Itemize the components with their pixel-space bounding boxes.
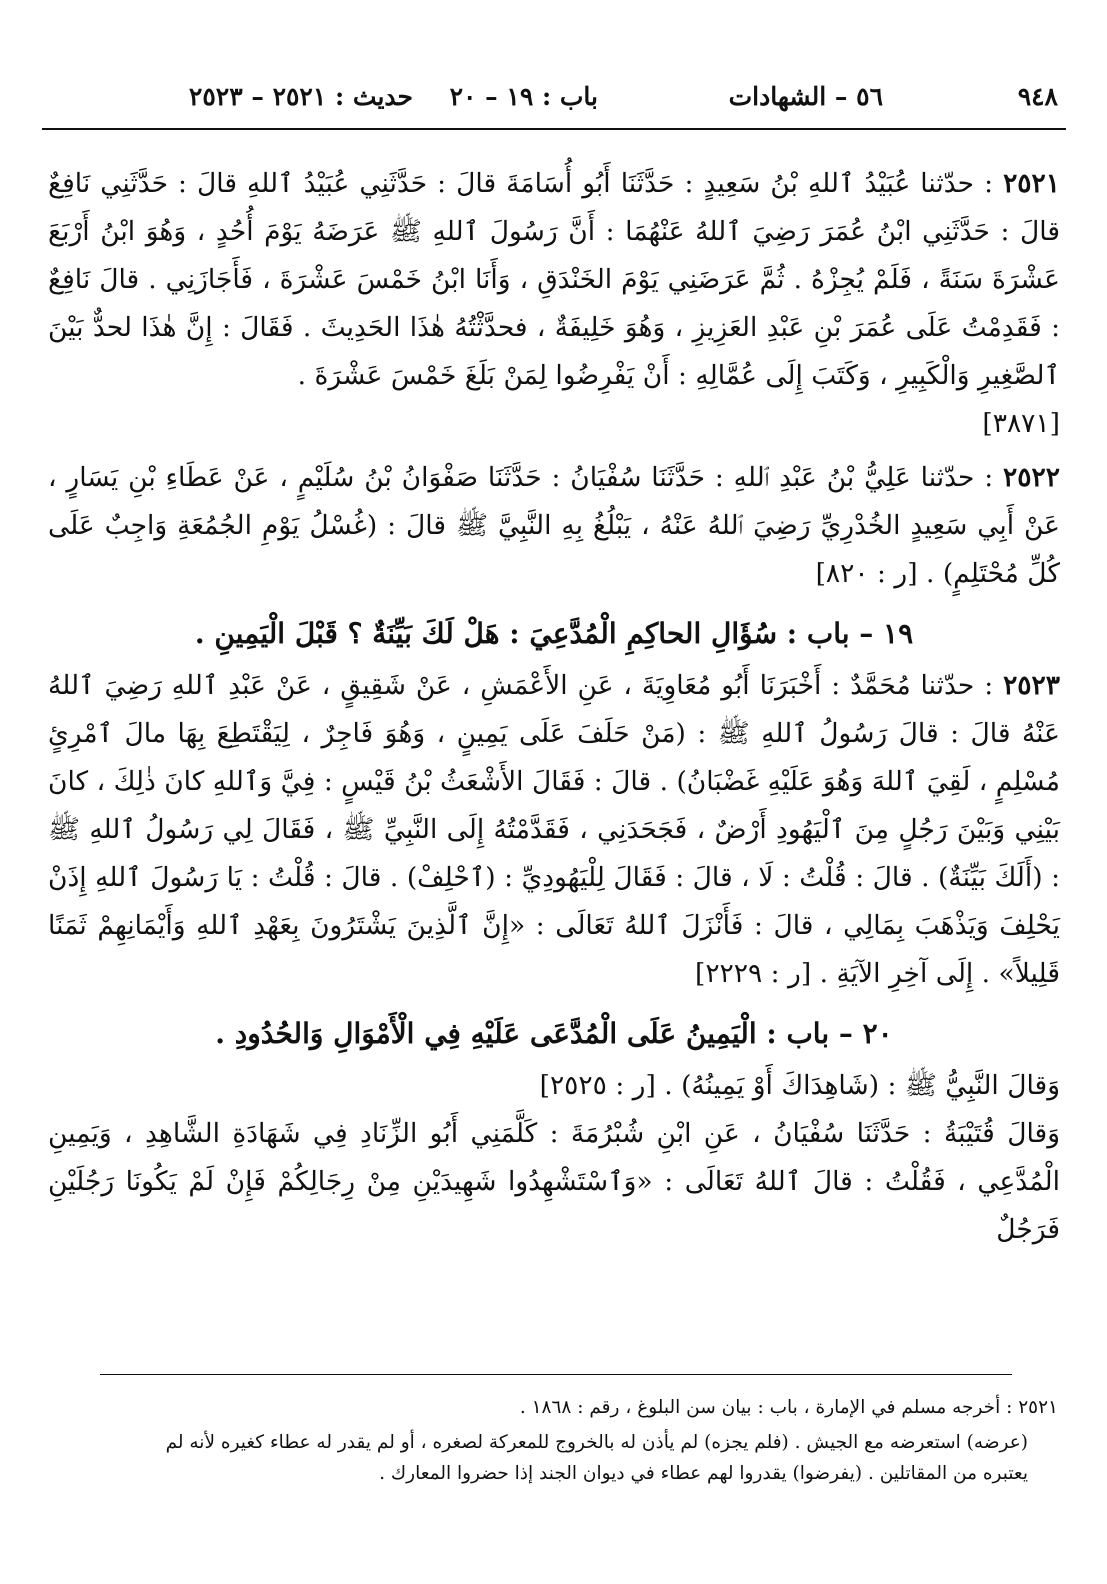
chapter-heading-19: ١٩ – باب : سُؤَالِ الحاكِمِ الْمُدَّعِيَ : هَلْ لَكَ بَيِّنَةٌ ؟ قَبْلَ الْيَمِينِ . <box>194 617 914 650</box>
footnote-1: ٢٥٢١ : أخرجه مسلم في الإمارة ، باب : بيان سن البلوغ ، رقم : ١٨٦٨ . <box>519 1397 1058 1418</box>
narration-text: وَقالَ قُتَيْبَةُ : حَدَّثَنَا سُفْيَانُ ، عَنِ ابْنِ شُبْرُمَةَ : كَلَّمَنِي أَبُو الزِّنَادِ فِي شَهَادَةِ الشَّاهِدِ ، وَيَمِينِ الْمُدَّعِي ، فَقُلْتُ : قالَ ٱللهُ تَعَالَى : «وَٱسْتَشْهِدُوا شَهِيدَيْنِ مِنْ رِجَالِكُمْ فَإِنْ لَمْ يَكُونَا رَجُلَيْنِ فَرَجُلٌ <box>48 1118 1060 1245</box>
hadith-range: حديث : ٢٥٢١ – ٢٥٢٣ <box>188 82 413 111</box>
main-text <box>48 160 1060 1266</box>
footnotes <box>150 1392 1058 1493</box>
header-rule <box>42 128 1066 130</box>
document-page <box>40 0 1068 1584</box>
hadith-number: ٢٥٢٣ <box>1003 670 1060 701</box>
cross-reference: [ر : ٢٥٢٥] <box>539 1070 656 1101</box>
hadith-2522 <box>48 454 1060 598</box>
hadith-2521 <box>48 160 1060 400</box>
book-title: ٥٦ – الشهادات <box>728 82 883 111</box>
qutayba-narration <box>48 1110 1060 1254</box>
hadith-text: : حدّثنا عُبَيْدُ ٱللهِ بْنُ سَعِيدٍ : حَدَّثَنَا أَبُو أُسَامَةَ قالَ : حَدَّثَنِي عُبَيْدُ ٱللهِ قالَ : حَدَّثَنِي نَافِعٌ قالَ : حَدَّثَنِي ابْنُ عُمَرَ رَضِيَ ٱللهُ عَنْهُمَا : أَنَّ رَسُولَ ٱللهِ ﷺ عَرَضَهُ يَوْمَ أُحُدٍ ، وَهُوَ ابْنُ أَرْبَعَ عَشْرَةَ سَنَةً ، فَلَمْ يُجِزْهُ . ثُمَّ عَرَضَنِي يَوْمَ الخَنْدَقِ ، وَأَنَا ابْنُ خَمْسَ عَشْرَةَ ، فَأَجَازَنِي . قالَ نَافِعٌ : فَقَدِمْتُ عَلَى عُمَرَ بْنِ عَبْدِ العَزِيزِ ، وَهُوَ خَلِيفَةٌ ، فحدَّثْتُهُ هٰذَا الحَدِيثَ . فَقَالَ : إِنَّ هٰذَا لحدٌّ بَيْنَ ٱلصَّغِيرِ وَالْكَبِيرِ ، وَكَتَبَ إِلَى عُمَّالِهِ : أَنْ يَفْرِضُوا لِمَنْ بَلَغَ خَمْسَ عَشْرَةَ . <box>48 168 1060 391</box>
page-number: ٩٤٨ <box>1017 82 1058 111</box>
reference-line <box>48 400 1060 448</box>
footnote-2: (عرضه) استعرضه مع الجيش . (فلم يجزه) لم يأذن له بالخروج للمعركة لصغره ، أو لم يقدر له عطاء كغيره لأنه لم يعتبره من المقاتلين . (يفرضوا) يقدروا لهم عطاء في ديوان الجند إذا حضروا المعارك . <box>165 1432 1028 1484</box>
cross-reference: [ر : ٢٢٢٩] <box>694 958 812 989</box>
hadith-text: : حدّثنا عَلِيُّ بْنُ عَبْدِ ٱللهِ : حَدَّثَنَا سُفْيَانُ : حَدَّثَنَا صَفْوَانُ بْنُ سُلَيْمٍ ، عَنْ عَطَاءِ بْنِ يَسَارٍ ، عَنْ أَبِي سَعِيدٍ الخُدْرِيِّ رَضِيَ ٱللهُ عَنْهُ ، يَبْلُغُ بِهِ النَّبِيَّ ﷺ قالَ : (غُسْلُ يَوْمِ الجُمُعَةِ وَاجِبٌ عَلَى كُلِّ مُحْتَلِمٍ) . <box>48 462 1060 589</box>
cross-reference: [ر : ٨٢٠] <box>815 558 918 589</box>
hadith-number: ٢٥٢١ <box>1003 168 1060 199</box>
chapter-heading-20: ٢٠ – باب : الْيَمِينُ عَلَى الْمُدَّعَى عَلَيْهِ فِي الْأَمْوَالِ وَالحُدُودِ . <box>215 1017 893 1050</box>
nabi-quote <box>48 1062 1060 1110</box>
quote-text: وَقالَ النَّبِيُّ ﷺ : (شَاهِدَاكَ أَوْ يَمِينُهُ) . <box>664 1070 1060 1101</box>
footnote-rule <box>100 1374 1012 1375</box>
hadith-2523 <box>48 662 1060 998</box>
running-header <box>40 82 1068 118</box>
cross-reference: [٣٨٧١] <box>982 408 1060 439</box>
bab-range: باب : ١٩ – ٢٠ <box>449 82 598 111</box>
hadith-text: : حدّثنا مُحَمَّدٌ : أَخْبَرَنَا أَبُو مُعَاوِيَةَ ، عَنِ الأَعْمَشِ ، عَنْ شَقِيقٍ ، عَنْ عَبْدِ ٱللهِ رَضِيَ ٱللهُ عَنْهُ قالَ : قالَ رَسُولُ ٱللهِ ﷺ : (مَنْ حَلَفَ عَلَى يَمِينٍ ، وَهُوَ فَاجِرٌ ، لِيَقْتَطِعَ بِهَا مالَ ٱمْرِئٍ مُسْلِمٍ ، لَقِيَ ٱللهَ وَهُوَ عَلَيْهِ غَضْبَانُ) . قالَ : فَقَالَ الأَشْعَثُ بْنُ قَيْسٍ : فِيَّ وَٱللهِ كانَ ذٰلِكَ ، كانَ بَيْنِي وَبَيْنَ رَجُلٍ مِنَ ٱلْيَهُودِ أَرْضٌ ، فَجَحَدَنِي ، فَقَدَّمْتُهُ إِلَى النَّبِيِّ ﷺ ، فَقَالَ لِي رَسُولُ ٱللهِ ﷺ : (أَلَكَ بَيِّنَةٌ) . قالَ : قُلْتُ : لَا ، قالَ : فَقَالَ لِلْيَهُودِيِّ : (ٱحْلِفْ) . قالَ : قُلْتُ : يَا رَسُولَ ٱللهِ إِذَنْ يَحْلِفَ وَيَذْهَبَ بِمَالِي ، قالَ : فَأَنْزَلَ ٱللهُ تَعَالَى : «إِنَّ ٱلَّذِينَ يَشْتَرُونَ بِعَهْدِ ٱللهِ وَأَيْمَانِهِمْ ثَمَنًا قَلِيلاً» . إِلَى آخِرِ الآيَةِ . <box>48 670 1060 989</box>
hadith-number: ٢٥٢٢ <box>1003 462 1060 493</box>
